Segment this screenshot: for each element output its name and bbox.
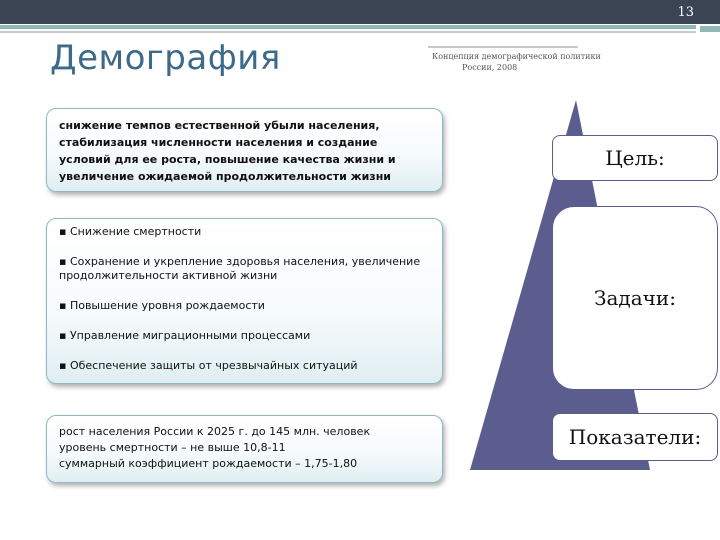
header-accent-line bbox=[0, 25, 696, 29]
page-number: 13 bbox=[677, 5, 694, 20]
header-divider bbox=[0, 31, 696, 33]
indicator-line: суммарный коэффициент рождаемости – 1,75-1,80 bbox=[59, 457, 358, 470]
indicator-line: уровень смертности – не выше 10,8-11 bbox=[59, 441, 286, 454]
indicators-box bbox=[46, 415, 443, 483]
slide-subtitle bbox=[432, 51, 612, 73]
slide-title: Демография bbox=[50, 38, 281, 78]
goal-text-box bbox=[46, 108, 443, 192]
goal-text: снижение темпов естественной убыли населения, стабилизация численности населения и создание условий для ее роста, повышение качества жизни и увеличение ожидаемой продолжительности жизни bbox=[59, 119, 396, 183]
task-item: ▪ Снижение смертности bbox=[59, 225, 202, 238]
task-item: ▪ Сохранение и укрепление здоровья населения, увеличение продолжительности активной жизни bbox=[59, 255, 421, 282]
header-bar bbox=[0, 0, 720, 24]
subtitle-line-2: России, 2008 bbox=[462, 63, 518, 72]
task-item: ▪ Обеспечение защиты от чрезвычайных ситуаций bbox=[59, 359, 358, 372]
subtitle-line-1: Концепция демографической политики bbox=[432, 52, 601, 61]
subtitle-rule bbox=[428, 46, 578, 48]
indicators-label: Показатели: bbox=[552, 413, 718, 461]
tasks-box bbox=[46, 218, 443, 384]
task-item: ▪ Повышение уровня рождаемости bbox=[59, 299, 265, 312]
tasks-label: Задачи: bbox=[552, 206, 718, 390]
indicator-line: рост населения России к 2025 г. до 145 млн. человек bbox=[59, 425, 371, 438]
goal-label: Цель: bbox=[552, 135, 718, 181]
header-accent-right bbox=[700, 26, 720, 32]
task-item: ▪ Управление миграционными процессами bbox=[59, 329, 311, 342]
